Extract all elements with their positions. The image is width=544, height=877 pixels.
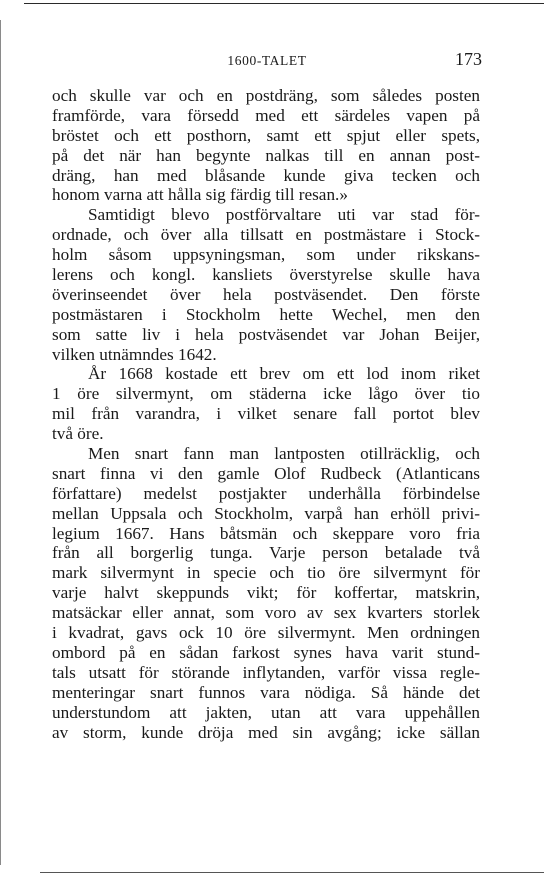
text-line: honom varna att hålla sig färdig till resan.»: [52, 185, 348, 205]
text-line: snart finna vi den gamle Olof Rudbeck (Atlanticans: [52, 463, 480, 483]
text-line: matsäckar eller annat, som voro av sex kvarters storlek: [52, 603, 480, 623]
text-line: bröstet och ett posthorn, samt ett spjut eller spets,: [52, 125, 480, 145]
text-line: författare) medelst postjakter underhålla förbindelse: [52, 483, 480, 503]
text-line: två öre.: [52, 424, 104, 444]
text-line: från all borgerlig tunga. Varje person betalade två: [52, 543, 480, 563]
text-line: överinseendet över hela postväsendet. Den förste: [52, 284, 480, 304]
text-line: År 1668 kostade ett brev om ett lod inom riket: [88, 364, 480, 384]
text-line: postmästaren i Stockholm hette Wechel, men den: [52, 304, 480, 324]
text-line: 1 öre silvermynt, om städerna icke lågo över tio: [52, 384, 480, 404]
text-line: ordnade, och över alla tillsatt en postmästare i Stock-: [52, 225, 480, 245]
text-line: Men snart fann man lantposten otillräcklig, och: [88, 444, 480, 464]
page-header: [52, 49, 482, 73]
text-line: ombord på en sådan farkost synes hava varit stund-: [52, 642, 480, 662]
text-line: mark silvermynt in specie och tio öre silvermynt för: [52, 563, 480, 583]
text-line: på det när han begynte nalkas till en annan post-: [52, 145, 480, 165]
text-line: dräng, han med blåsande kunde giva tecken och: [52, 165, 480, 185]
text-line: av storm, kunde dröja med sin avgång; icke sällan: [52, 722, 480, 742]
text-line: legium 1667. Hans båtsmän och skeppare voro fria: [52, 523, 480, 543]
text-line: framförde, vara försedd med ett särdeles vapen på: [52, 105, 480, 125]
text-line: och skulle var och en postdräng, som således posten: [52, 86, 480, 105]
top-rule: [24, 3, 544, 4]
text-line: vilken utnämndes 1642.: [52, 344, 217, 364]
text-line: tals utsatt för störande inflytanden, varför vissa regle-: [52, 662, 480, 682]
text-line: mil från varandra, i vilket senare fall portot blev: [52, 404, 480, 424]
text-line: mellan Uppsala och Stockholm, varpå han erhöll privi-: [52, 503, 480, 523]
text-line: varje halvt skeppunds vikt; för koffertar, matskrin,: [52, 583, 480, 603]
body-text: [52, 86, 480, 742]
left-margin-rule: [0, 20, 1, 865]
bottom-rule: [40, 872, 544, 873]
page-number: 173: [455, 49, 482, 69]
running-head: 1600-TALET: [227, 53, 307, 68]
text-line: holm såsom uppsyningsman, som under rikskans-: [52, 245, 480, 265]
text-line: menteringar snart funnos vara nödiga. Så hände det: [52, 682, 480, 702]
text-line: i kvadrat, gavs ock 10 öre silvermynt. Men ordningen: [52, 623, 480, 643]
text-line: som satte liv i hela postväsendet var Johan Beijer,: [52, 324, 480, 344]
text-line: Samtidigt blevo postförvaltare uti var stad för-: [88, 205, 480, 225]
text-line: understundom att jakten, utan att vara uppehållen: [52, 702, 480, 722]
text-line: lerens och kongl. kansliets överstyrelse skulle hava: [52, 265, 480, 285]
